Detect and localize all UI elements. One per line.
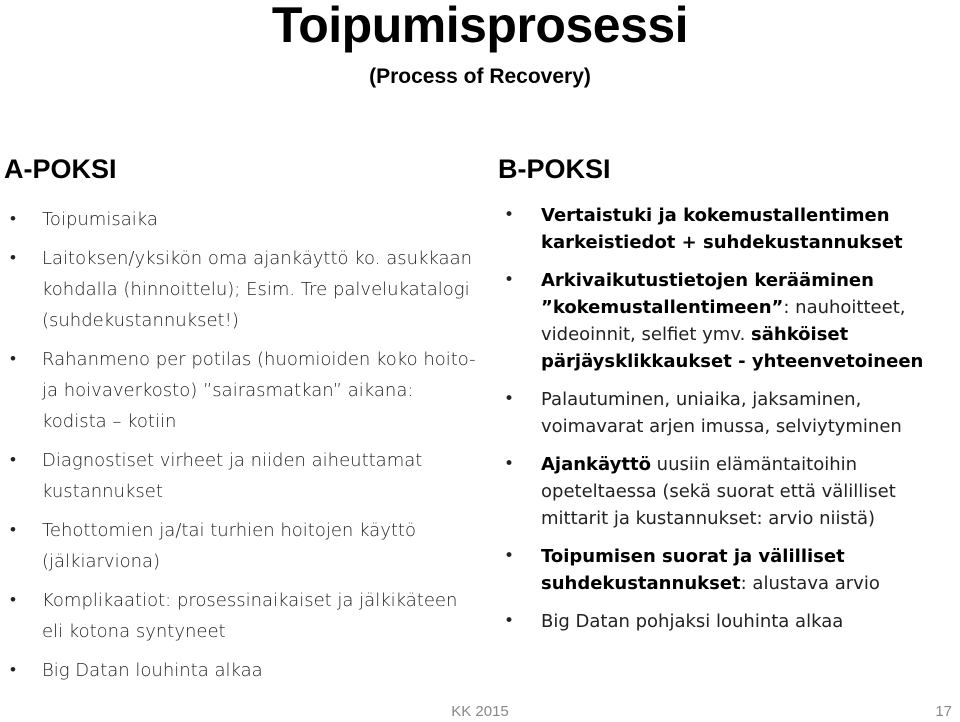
bullet-icon: • — [504, 270, 515, 290]
list-item: • Palautuminen, uniaika, jaksaminen, voimavarat arjen imussa, selviytyminen — [504, 386, 950, 440]
bullet-icon: • — [504, 611, 515, 631]
b-box-heading: B-POKSI — [498, 154, 611, 184]
bullet-icon: • — [10, 248, 16, 268]
list-item: • Komplikaatiot: prosessinaikaiset ja jälkikäteen eli kotona syntyneet — [10, 585, 478, 647]
bullet-icon: • — [10, 520, 16, 540]
list-item: • Rahanmeno per potilas (huomioiden koko hoito- ja hoivaverkosto) ”sairasmatkan” aikana: kodista – kotiin — [10, 344, 478, 437]
list-item: • Big Datan pohjaksi louhinta alkaa — [504, 608, 950, 635]
page-number: 17 — [935, 703, 952, 720]
page-title: Toipumisprosessi — [271, 0, 689, 53]
list-item: • Big Datan louhinta alkaa — [10, 655, 478, 686]
list-item: • Vertaistuki ja kokemustallentimen karkeistiedot + suhdekustannukset — [504, 202, 950, 256]
page-subtitle: (Process of Recovery) — [369, 65, 591, 88]
bullet-icon: • — [10, 209, 16, 229]
a-box-list — [10, 204, 478, 686]
b-box-list — [504, 202, 950, 635]
bullet-icon: • — [504, 205, 515, 225]
bullet-icon: • — [10, 660, 16, 680]
bullet-icon: • — [10, 590, 16, 610]
bullet-icon: • — [504, 546, 515, 566]
bullet-icon: • — [504, 389, 515, 409]
bullet-icon: • — [10, 450, 16, 470]
bullet-icon: • — [504, 454, 515, 474]
list-item: • Ajankäyttö uusiin elämäntaitoihin opeteltaessa (sekä suorat että välilliset mittarit ja kustannukset: arvio niistä) — [504, 451, 950, 532]
list-item: • Laitoksen/yksikön oma ajankäyttö ko. asukkaan kohdalla (hinnoittelu); Esim. Tre palvelukatalogi (suhdekustannukset!) — [10, 243, 478, 336]
bullet-icon: • — [10, 349, 16, 369]
list-item: • Arkivaikutustietojen kerääminen ”kokemustallentimeen”: nauhoitteet, videoinnit, selfiet ymv. sähköiset pärjäysklikkaukset - yhteenvetoineen — [504, 267, 950, 375]
list-item: • Diagnostiset virheet ja niiden aiheuttamat kustannukset — [10, 445, 478, 507]
list-item: • Toipumisen suorat ja välilliset suhdekustannukset: alustava arvio — [504, 543, 950, 597]
a-box-heading: A-POKSI — [4, 154, 117, 184]
footer-author: KK 2015 — [451, 703, 509, 720]
list-item: • Toipumisaika — [10, 204, 478, 235]
list-item: • Tehottomien ja/tai turhien hoitojen käyttö (jälkiarviona) — [10, 515, 478, 577]
